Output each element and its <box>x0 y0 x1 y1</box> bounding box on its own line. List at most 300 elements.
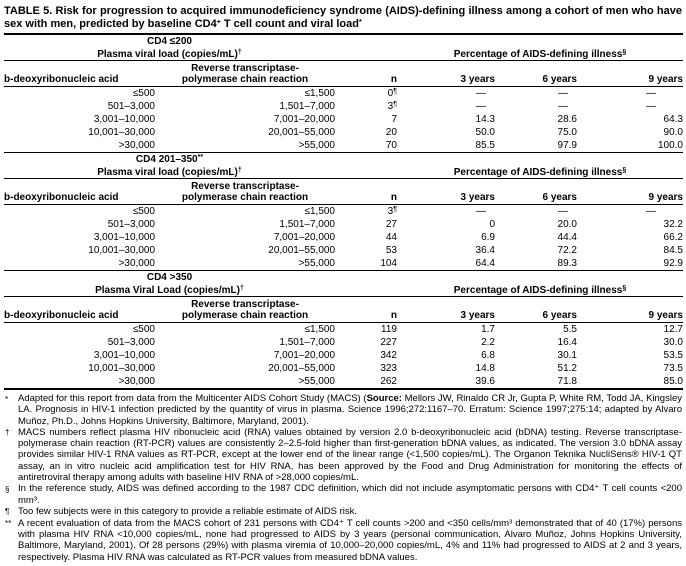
footnote-bold-text: Source: <box>366 393 402 404</box>
cell-y6 <box>495 113 577 126</box>
footnote-0 <box>5 393 682 427</box>
col-header-text: 9 years <box>648 74 683 85</box>
cell-value: 92.9 <box>663 258 683 269</box>
cell-value: ≤1,500 <box>304 206 335 217</box>
cell-value: — <box>646 101 656 112</box>
cell-value: 323 <box>380 363 397 374</box>
cell-bdna <box>4 257 155 271</box>
cell-bdna <box>4 375 155 389</box>
cell-value: 119 <box>381 324 397 335</box>
section-cd4-row <box>4 153 683 166</box>
table-row <box>4 231 683 244</box>
cell-value: — <box>558 88 568 99</box>
cell-y3 <box>397 231 495 244</box>
column-header-row <box>4 297 683 323</box>
cell-value: 85.5 <box>475 140 495 151</box>
cell-value: 39.6 <box>475 376 495 387</box>
spacer-cell <box>335 271 683 284</box>
table-section-1 <box>4 153 683 271</box>
cell-value: 501–3,000 <box>107 337 155 348</box>
superscript-marker: ¶ <box>393 206 397 213</box>
cell-value: >30,000 <box>118 258 155 269</box>
footnote-marker: ** <box>5 519 12 529</box>
cd4-label: CD4 201–350 <box>135 154 198 165</box>
superscript-marker: § <box>622 49 627 56</box>
cell-value: 2.2 <box>481 337 495 348</box>
cell-value: 72.2 <box>557 245 577 256</box>
cell-bdna <box>4 336 155 349</box>
col-header-text: 6 years <box>542 192 577 203</box>
cell-value: 20.0 <box>557 219 577 230</box>
cell-rtpcr <box>155 139 335 153</box>
spacer-cell <box>335 34 683 47</box>
cell-value: 44 <box>385 232 397 243</box>
col-header-text: b-deoxyribonucleic acid <box>4 192 119 203</box>
cell-y9 <box>577 113 683 126</box>
col-header-text: polymerase chain reaction <box>181 191 309 203</box>
table-row <box>4 244 683 257</box>
cell-y9 <box>577 126 683 139</box>
cell-bdna <box>4 113 155 126</box>
cell-n <box>335 113 397 126</box>
cell-y9 <box>577 231 683 244</box>
cell-value: 30.0 <box>663 337 683 348</box>
cell-value: 1,501–7,000 <box>279 219 335 230</box>
cell-value: 10,001–30,000 <box>88 245 155 256</box>
cell-value: 6.9 <box>481 232 495 243</box>
cell-value: 44.4 <box>557 232 577 243</box>
cell-y3 <box>397 100 495 113</box>
col-header-3years <box>397 297 495 323</box>
table-row <box>4 87 683 101</box>
spacer-cell <box>335 153 683 166</box>
cell-y9 <box>577 218 683 231</box>
cell-value: 73.5 <box>663 363 683 374</box>
cell-bdna <box>4 231 155 244</box>
cell-y3 <box>397 375 495 389</box>
cell-value: 3,001–10,000 <box>93 114 155 125</box>
cell-n <box>335 218 397 231</box>
cd4-label: CD4 >350 <box>146 272 193 283</box>
spacer-cell <box>335 165 397 179</box>
cell-value: 501–3,000 <box>107 101 155 112</box>
cell-bdna <box>4 100 155 113</box>
cell-rtpcr <box>155 87 335 101</box>
cell-value: 12.7 <box>663 324 683 335</box>
col-header-text: Reverse transcriptase- <box>191 63 299 74</box>
col-header-6years <box>495 297 577 323</box>
col-header-rtpcr <box>155 179 335 205</box>
cell-value: 50.0 <box>475 127 495 138</box>
cd4-group-label <box>4 34 335 47</box>
cell-value: 342 <box>380 350 397 361</box>
cell-value: 0 <box>489 219 495 230</box>
cell-n <box>335 375 397 389</box>
cell-value: 1,501–7,000 <box>279 101 335 112</box>
cell-bdna <box>4 244 155 257</box>
cell-n <box>335 205 397 219</box>
col-header-text: Reverse transcriptase- <box>191 181 299 192</box>
cell-value: 5.5 <box>563 324 577 335</box>
table-row <box>4 126 683 139</box>
cell-value: 97.9 <box>557 140 577 151</box>
cell-value: 30.1 <box>557 350 577 361</box>
cell-y9 <box>577 205 683 219</box>
cell-y3 <box>397 139 495 153</box>
cell-value: 16.4 <box>557 337 577 348</box>
cell-rtpcr <box>155 113 335 126</box>
percentage-label <box>397 165 683 179</box>
cell-value: >55,000 <box>298 140 335 151</box>
footnote-1 <box>5 427 682 483</box>
cell-n <box>335 323 397 337</box>
percentage-label <box>397 283 683 297</box>
cell-y3 <box>397 205 495 219</box>
footnote-text-part: In the reference study, AIDS was defined according to the 1987 CDC definition, which did not include asymptomatic persons with CD4⁺ T cell counts <200 mm³. <box>18 483 682 506</box>
col-header-9years <box>577 61 683 87</box>
col-header-text: 9 years <box>648 192 683 203</box>
col-header-9years <box>577 297 683 323</box>
cell-value: 10,001–30,000 <box>88 127 155 138</box>
col-header-6years <box>495 61 577 87</box>
col-header-text: 3 years <box>460 310 495 321</box>
cell-bdna <box>4 126 155 139</box>
col-header-n <box>335 297 397 323</box>
footnote-marker: † <box>5 428 10 438</box>
cell-value: >55,000 <box>298 376 335 387</box>
cell-y9 <box>577 323 683 337</box>
risk-table <box>4 33 683 390</box>
table-section-0 <box>4 34 683 153</box>
viral-load-text: Plasma Viral Load (copies/mL) <box>95 285 240 296</box>
table-row <box>4 205 683 219</box>
cell-value: 7 <box>391 114 397 125</box>
cell-rtpcr <box>155 244 335 257</box>
col-header-text: 6 years <box>542 310 577 321</box>
col-header-bdna <box>4 179 155 205</box>
cd4-group-label <box>4 153 335 166</box>
cell-value: 36.4 <box>475 245 495 256</box>
cell-value: 100.0 <box>657 140 683 151</box>
cell-value: — <box>558 206 568 217</box>
cell-bdna <box>4 323 155 337</box>
col-header-text: 3 years <box>460 74 495 85</box>
col-header-text: polymerase chain reaction <box>181 309 309 321</box>
cell-value: 7,001–20,000 <box>273 350 335 361</box>
cell-y9 <box>577 87 683 101</box>
cell-value: 70 <box>385 140 397 151</box>
col-header-text: n <box>390 310 397 321</box>
cell-y3 <box>397 336 495 349</box>
cell-y6 <box>495 139 577 153</box>
cell-n <box>335 244 397 257</box>
cell-value: 89.3 <box>557 258 577 269</box>
footnote-text-part: Mellors JW, Rinaldo CR Jr, Gupta P, White RM, Todd JA, Kingsley LA. Prognosis in HIV-1 infection predicted by the quantity of virus in plasma. Science 1996;272:1167–70. Erratum: Science 1997;275:14; adapted by Alvaro Muñoz, Ph.D., Johns Hopkins University, Baltimore, Maryland, 2001). <box>18 393 682 427</box>
percentage-label <box>397 47 683 61</box>
cell-y6 <box>495 349 577 362</box>
cell-y6 <box>495 323 577 337</box>
cell-y3 <box>397 349 495 362</box>
viral-load-text: Plasma viral load (copies/mL) <box>97 167 238 178</box>
cell-y3 <box>397 113 495 126</box>
cell-value: 3 <box>387 206 394 217</box>
cell-value: — <box>646 88 656 99</box>
footnote-text <box>18 393 682 427</box>
superscript-marker: ¶ <box>393 101 397 108</box>
cell-value: — <box>476 101 486 112</box>
cell-y6 <box>495 375 577 389</box>
footnotes <box>4 393 683 563</box>
viral-load-label <box>4 47 335 61</box>
cell-value: 20,001–55,000 <box>268 127 335 138</box>
cell-y6 <box>495 218 577 231</box>
cell-rtpcr <box>155 231 335 244</box>
cell-bdna <box>4 362 155 375</box>
section-subheader-row <box>4 47 683 61</box>
cell-value: 20,001–55,000 <box>268 245 335 256</box>
table-row <box>4 375 683 389</box>
cell-rtpcr <box>155 100 335 113</box>
cd4-group-label <box>4 271 335 284</box>
cell-value: 64.4 <box>475 258 495 269</box>
cell-rtpcr <box>155 126 335 139</box>
cell-value: 3,001–10,000 <box>93 232 155 243</box>
cell-y6 <box>495 87 577 101</box>
cell-y9 <box>577 362 683 375</box>
cell-y3 <box>397 87 495 101</box>
col-header-text: 3 years <box>460 192 495 203</box>
col-header-rtpcr <box>155 61 335 87</box>
col-header-text: n <box>390 74 397 85</box>
cell-bdna <box>4 139 155 153</box>
cell-value: — <box>476 88 486 99</box>
table-title-text: TABLE 5. Risk for progression to acquired immunodeficiency syndrome (AIDS)-defining illness among a cohort of men who have sex with men, predicted by baseline CD4 <box>4 5 682 30</box>
cell-rtpcr <box>155 205 335 219</box>
cell-value: 227 <box>380 337 397 348</box>
table-row <box>4 323 683 337</box>
cell-bdna <box>4 87 155 101</box>
cell-y6 <box>495 205 577 219</box>
cell-value: ≤1,500 <box>304 88 335 99</box>
cell-value: 51.2 <box>557 363 577 374</box>
cell-value: 53 <box>385 245 397 256</box>
cell-value: 28.6 <box>557 114 577 125</box>
footnote-3 <box>5 506 682 518</box>
cell-value: 7,001–20,000 <box>273 114 335 125</box>
cell-value: 10,001–30,000 <box>88 363 155 374</box>
col-header-text: polymerase chain reaction <box>181 73 309 85</box>
cell-y9 <box>577 257 683 271</box>
footnote-marker: § <box>5 484 10 494</box>
cell-n <box>335 362 397 375</box>
cell-rtpcr <box>155 336 335 349</box>
cell-value: 90.0 <box>663 127 683 138</box>
cell-rtpcr <box>155 375 335 389</box>
percentage-text: Percentage of AIDS-defining illness <box>453 285 623 296</box>
table-title <box>4 5 682 30</box>
cell-value: 6.8 <box>481 350 495 361</box>
col-header-n <box>335 61 397 87</box>
cell-n <box>335 336 397 349</box>
cell-value: 20 <box>385 127 397 138</box>
viral-load-text: Plasma viral load (copies/mL) <box>97 49 238 60</box>
table-row <box>4 113 683 126</box>
cell-value: ≤500 <box>132 206 155 217</box>
cell-value: 262 <box>380 376 397 387</box>
cell-n <box>335 257 397 271</box>
superscript-marker: § <box>622 167 627 174</box>
cell-value: 104 <box>380 258 397 269</box>
cell-value: 32.2 <box>663 219 683 230</box>
footnote-text <box>18 506 682 518</box>
superscript-marker: † <box>237 49 242 56</box>
cell-y6 <box>495 126 577 139</box>
viral-load-label <box>4 283 335 297</box>
superscript-marker: + <box>216 18 221 26</box>
footnote-text-part: A recent evaluation of data from the MACS cohort of 231 persons with CD4⁺ T cell counts >200 and <350 cells/mm³ demonstrated that of 40 (17%) persons with plasma HIV RNA <10,000 copies/mL, none had progressed to AIDS by 3 years (personal communication, Alvaro Muñoz, Johns Hopkins University, Baltimore, Maryland, 2001). Of 28 persons (29%) with plasma viremia of 10,000–20,000 copies/mL, 4% and 11% had progressed to AIDS at 2 and 3 years, respectively. Plasma HIV RNA was calculated as RT-PCR values from measured bDNA values. <box>18 517 682 563</box>
cell-value: 0 <box>387 88 394 99</box>
cell-y6 <box>495 244 577 257</box>
cell-y3 <box>397 126 495 139</box>
cell-value: >55,000 <box>298 258 335 269</box>
col-header-text: b-deoxyribonucleic acid <box>4 74 119 85</box>
cell-value: >30,000 <box>118 140 155 151</box>
cd4-label: CD4 ≤200 <box>147 36 192 47</box>
cell-y3 <box>397 362 495 375</box>
table-row <box>4 257 683 271</box>
column-header-row <box>4 61 683 87</box>
superscript-marker: † <box>239 285 244 292</box>
superscript-marker: † <box>237 167 242 174</box>
cell-rtpcr <box>155 362 335 375</box>
cell-y6 <box>495 336 577 349</box>
footnote-marker: ¶ <box>5 507 10 517</box>
cell-value: 84.5 <box>663 245 683 256</box>
cell-n <box>335 100 397 113</box>
section-cd4-row <box>4 271 683 284</box>
table-title-text-2: T cell count and viral load <box>220 17 359 30</box>
cell-n <box>335 349 397 362</box>
column-header-row <box>4 179 683 205</box>
spacer-cell <box>335 283 397 297</box>
footnote-text-part: MACS numbers reflect plasma HIV ribonucleic acid (RNA) values obtained by version 2.0 b-deoxyribonucleic acid (bDNA) testing. Reverse transcriptase-polymerase chain reaction (RT-PCR) values are consistently 2–2.5-fold higher than first-generation bDNA values, as indicated. The version 3.0 bDNA assay provides similar HIV-1 RNA values as RT-PCR, except at the lower end of the linear range (<1,500 copies/mL). The Organon Teknika NucliSens® HIV-1 QT assay, an in vitro nucleic acid amplification test for HIV RNA, has been approved by the Food and Drug Administration for monitoring the effects of antiretroviral therapy among adults with baseline HIV RNA of >28,000 copies/mL. <box>18 426 682 484</box>
cell-value: 1,501–7,000 <box>279 337 335 348</box>
cell-value: ≤500 <box>132 88 155 99</box>
footnote-text-part: Too few subjects were in this category to provide a reliable estimate of AIDS risk. <box>18 505 357 517</box>
cell-rtpcr <box>155 257 335 271</box>
cell-value: 3,001–10,000 <box>93 350 155 361</box>
cell-value: 14.3 <box>475 114 495 125</box>
col-header-9years <box>577 179 683 205</box>
cell-value: ≤500 <box>132 324 155 335</box>
col-header-bdna <box>4 297 155 323</box>
cell-y9 <box>577 375 683 389</box>
col-header-rtpcr <box>155 297 335 323</box>
cell-rtpcr <box>155 349 335 362</box>
col-header-3years <box>397 179 495 205</box>
table-row <box>4 336 683 349</box>
cell-bdna <box>4 205 155 219</box>
table-row <box>4 218 683 231</box>
cell-value: 27 <box>385 219 397 230</box>
cell-value: ≤1,500 <box>304 324 335 335</box>
cell-value: 64.3 <box>663 114 683 125</box>
viral-load-label <box>4 165 335 179</box>
cell-value: 66.2 <box>663 232 683 243</box>
cell-y9 <box>577 139 683 153</box>
footnote-2 <box>5 483 682 506</box>
cell-n <box>335 87 397 101</box>
spacer-cell <box>335 47 397 61</box>
cell-n <box>335 231 397 244</box>
superscript-marker: * <box>358 18 362 26</box>
cell-value: >30,000 <box>118 376 155 387</box>
cell-value: 85.0 <box>663 376 683 387</box>
footnote-text-part: Adapted for this report from data from the Multicenter AIDS Cohort Study (MACS) ( <box>18 393 367 404</box>
section-subheader-row <box>4 165 683 179</box>
cell-value: 71.8 <box>557 376 577 387</box>
cell-bdna <box>4 349 155 362</box>
cell-rtpcr <box>155 323 335 337</box>
cell-y3 <box>397 257 495 271</box>
cell-n <box>335 126 397 139</box>
col-header-n <box>335 179 397 205</box>
footnote-text <box>18 483 682 506</box>
superscript-marker: ¶ <box>393 88 397 95</box>
footnote-text <box>18 518 682 563</box>
cell-y9 <box>577 100 683 113</box>
percentage-text: Percentage of AIDS-defining illness <box>453 49 623 60</box>
col-header-6years <box>495 179 577 205</box>
table-section-2 <box>4 271 683 390</box>
cell-value: 53.5 <box>663 350 683 361</box>
cell-value: 14.8 <box>475 363 495 374</box>
cell-y9 <box>577 349 683 362</box>
col-header-text: 6 years <box>542 74 577 85</box>
cell-value: 7,001–20,000 <box>273 232 335 243</box>
table-row <box>4 362 683 375</box>
footnote-text <box>18 427 682 483</box>
col-header-bdna <box>4 61 155 87</box>
section-subheader-row <box>4 283 683 297</box>
table-row <box>4 139 683 153</box>
cell-rtpcr <box>155 218 335 231</box>
cell-y6 <box>495 100 577 113</box>
cell-value: 20,001–55,000 <box>268 363 335 374</box>
cell-n <box>335 139 397 153</box>
cell-y3 <box>397 218 495 231</box>
cell-y6 <box>495 257 577 271</box>
cell-y6 <box>495 231 577 244</box>
table-row <box>4 349 683 362</box>
percentage-text: Percentage of AIDS-defining illness <box>453 167 623 178</box>
col-header-text: 9 years <box>648 310 683 321</box>
cell-value: — <box>646 206 656 217</box>
cell-y9 <box>577 244 683 257</box>
cell-y3 <box>397 323 495 337</box>
col-header-text: Reverse transcriptase- <box>191 299 299 310</box>
col-header-text: b-deoxyribonucleic acid <box>4 310 119 321</box>
cell-value: — <box>558 101 568 112</box>
cell-value: 3 <box>387 101 394 112</box>
cell-y9 <box>577 336 683 349</box>
superscript-marker: § <box>622 285 627 292</box>
cell-value: 501–3,000 <box>107 219 155 230</box>
section-cd4-row <box>4 34 683 47</box>
col-header-text: n <box>390 192 397 203</box>
cell-value: — <box>476 206 486 217</box>
cell-y6 <box>495 362 577 375</box>
